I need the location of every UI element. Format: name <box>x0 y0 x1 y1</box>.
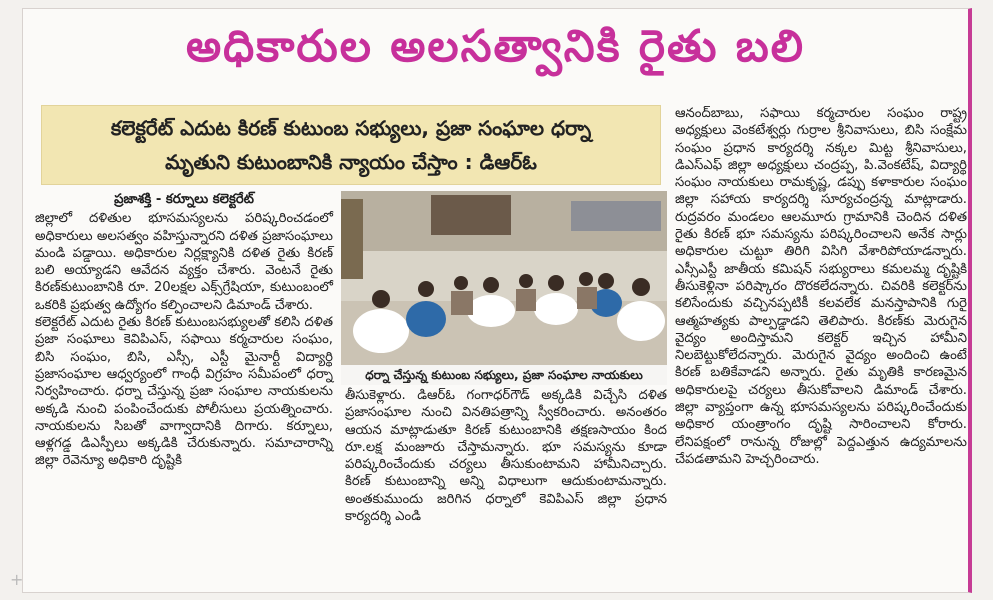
dateline: ప్రజాశక్తి - కర్నూలు కలెక్టరేట్ <box>114 192 254 207</box>
subheadline-box <box>41 105 661 185</box>
headline: అధికారుల అలసత్వానికి రైతు బలి <box>185 21 806 72</box>
article-column-3 <box>675 105 967 468</box>
protest-photo-illustration <box>341 191 667 379</box>
subheadline-line-1: కలెక్టరేట్ ఎదుట కిరణ్ కుటుంబ సభ్యులు, ప్రజా సంఘాల ధర్నా <box>110 116 592 140</box>
crop-mark-icon: + <box>10 570 24 589</box>
article-column-2 <box>345 387 667 525</box>
article-column-1 <box>35 191 333 470</box>
photo-caption: ధర్నా చేస్తున్న కుటుంబ సభ్యులు, ప్రజా సంఘాల నాయకులు <box>341 365 667 385</box>
news-photo <box>341 191 667 379</box>
article-paragraph: ఆనంద్‌బాబు, సఫాయి కర్మచారుల సంఘం రాష్ట్ర అధ్యక్షులు వెంకటేశ్వర్లు గుర్రాల శ్రీనివాసులు, బిసి సంక్షేమ సంఘం ప్రధాన కార్యదర్శి నక్కల మిట్ట శ్రీనివాసులు, డిఎస్‌ఎఫ్ జిల్లా అధ్యక్షులు చంద్రప్ప, పి.వెంకటేష్, విద్యార్థి సంఘం నాయకులు రామకృష్ణ, డప్పు కళాకారుల సంఘం జిల్లా సహాయ కార్యదర్శి సూర్యచంద్రన్న మాట్లాడారు. రుద్రవరం మండలం ఆలమూరు గ్రామానికి చెందిన దళిత రైతు కిరణ్ భూ సమస్యను పరిష్కరించాలని అనేక సార్లు అధికారుల చుట్టూ తిరిగి విసిగి వేశారిపోయాడన్నారు. ఎస్సీఎస్టీ జాతీయ కమిషన్ సభ్యురాలు కమలమ్మ దృష్టికి తీసుకెళ్లినా పరిష్కారం దొరకలేదన్నారు. చివరికి కలెక్టర్‌ను కలిసేందుకు వచ్చినప్పటికీ కలవలేక మనస్తాపానికి గురై ఆత్మహత్యకు పాల్పడ్డాడని తెలిపారు. కిరణ్‌కు మెరుగైన వైద్యం అందిస్తామని కలెక్టర్ ఇచ్చిన హామీని నిలబెట్టుకోలేదన్నారు. మెరుగైన వైద్యం అందించి ఉంటే కిరణ్ బతికేవాడని అన్నారు. రైతు మృతికి కారణమైన అధికారులపై చర్యలు తీసుకోవాలని డిమాండ్ చేశారు. జిల్లా వ్యాప్తంగా ఉన్న భూసమస్యలను పరిష్కరించేందుకు అధికార యంత్రాంగం దృష్టి సారించాలని కోరారు. లేనిపక్షంలో రానున్న రోజుల్లో పెద్దఎత్తున ఉద్యమాలను చేపడతామని హెచ్చరించారు. <box>675 106 967 467</box>
article-paragraph: జిల్లాలో దళితుల భూసమస్యలను పరిష్కరించడంలో అధికారులు అలసత్వం వహిస్తున్నారని దళిత ప్రజాసంఘాలు మండి పడ్డాయి. అధికారుల నిర్లక్ష్యానికి దళిత రైతు కిరణ్ బలి అయ్యాడని ఆవేదన వ్యక్తం చేశారు. వెంటనే రైతు కిరణ్‌కుటుంబానికి రూ. 20లక్షల ఎక్స్‌గ్రేషియా, కుటుంబంలో ఒకరికి ప్రభుత్వ ఉద్యోగం కల్పించాలని డిమాండ్ చేశారు. <box>35 211 333 313</box>
subheadline-line-2: మృతుని కుటుంబానికి న్యాయం చేస్తాం : డిఆర్‌ఓ <box>165 150 537 174</box>
article-paragraph: కలెక్టరేట్ ఎదుట రైతు కిరణ్ కుటుంబసభ్యులతో కలిసి దళిత ప్రజా సంఘాలు కెవిపిఎస్, సఫాయి కర్మచారుల సంఘం, బిసి సంఘం, బిసి, ఎస్సీ, ఎస్టీ మైనార్టీ విద్యార్థి ప్రజాసంఘాల ఆధ్వర్యంలో గాంధీ విగ్రహం సమీపంలో ధర్నా నిర్వహించారు. ధర్నా చేస్తున్న ప్రజా సంఘాల నాయకులను అక్కడి నుంచి పంపించేందుకు పోలీసులు ప్రయత్నించారు. నాయకులను సిబతో వాగ్వాదానికి దిగారు. కర్నూలు, ఆళ్లగడ్డ డిఎస్పీలు అక్కడికి చేరుకున్నారు. సమాచారాన్ని జిల్లా రెవెన్యూ అధికారి దృష్టికి <box>35 315 333 469</box>
newspaper-clipping <box>22 8 972 593</box>
headline-band <box>23 9 968 95</box>
article-paragraph: తీసుకెళ్లారు. డిఆర్‌ఓ గంగాధర్‌గౌడ్ అక్కడికి విచ్చేసి దళిత ప్రజాసంఘాల నుంచి వినతిపత్రాన్ని స్వీకరించారు. అనంతరం ఆయన మాట్లాడుతూ కిరణ్ కుటుంబానికి తక్షణసాయం కింద రూ.లక్ష మంజూరు చేస్తామన్నారు. భూ సమస్యను కూడా పరిష్కరించేందుకు చర్యలు తీసుకుంటామని హామీనిచ్చారు. కిరణ్ కుటుంబాన్ని అన్ని విధాలుగా ఆదుకుంటామన్నారు. అంతకుముందు జరిగిన ధర్నాలో కెవిపిఎస్ జిల్లా ప్రధాన కార్యదర్శి ఎండి <box>345 388 667 525</box>
